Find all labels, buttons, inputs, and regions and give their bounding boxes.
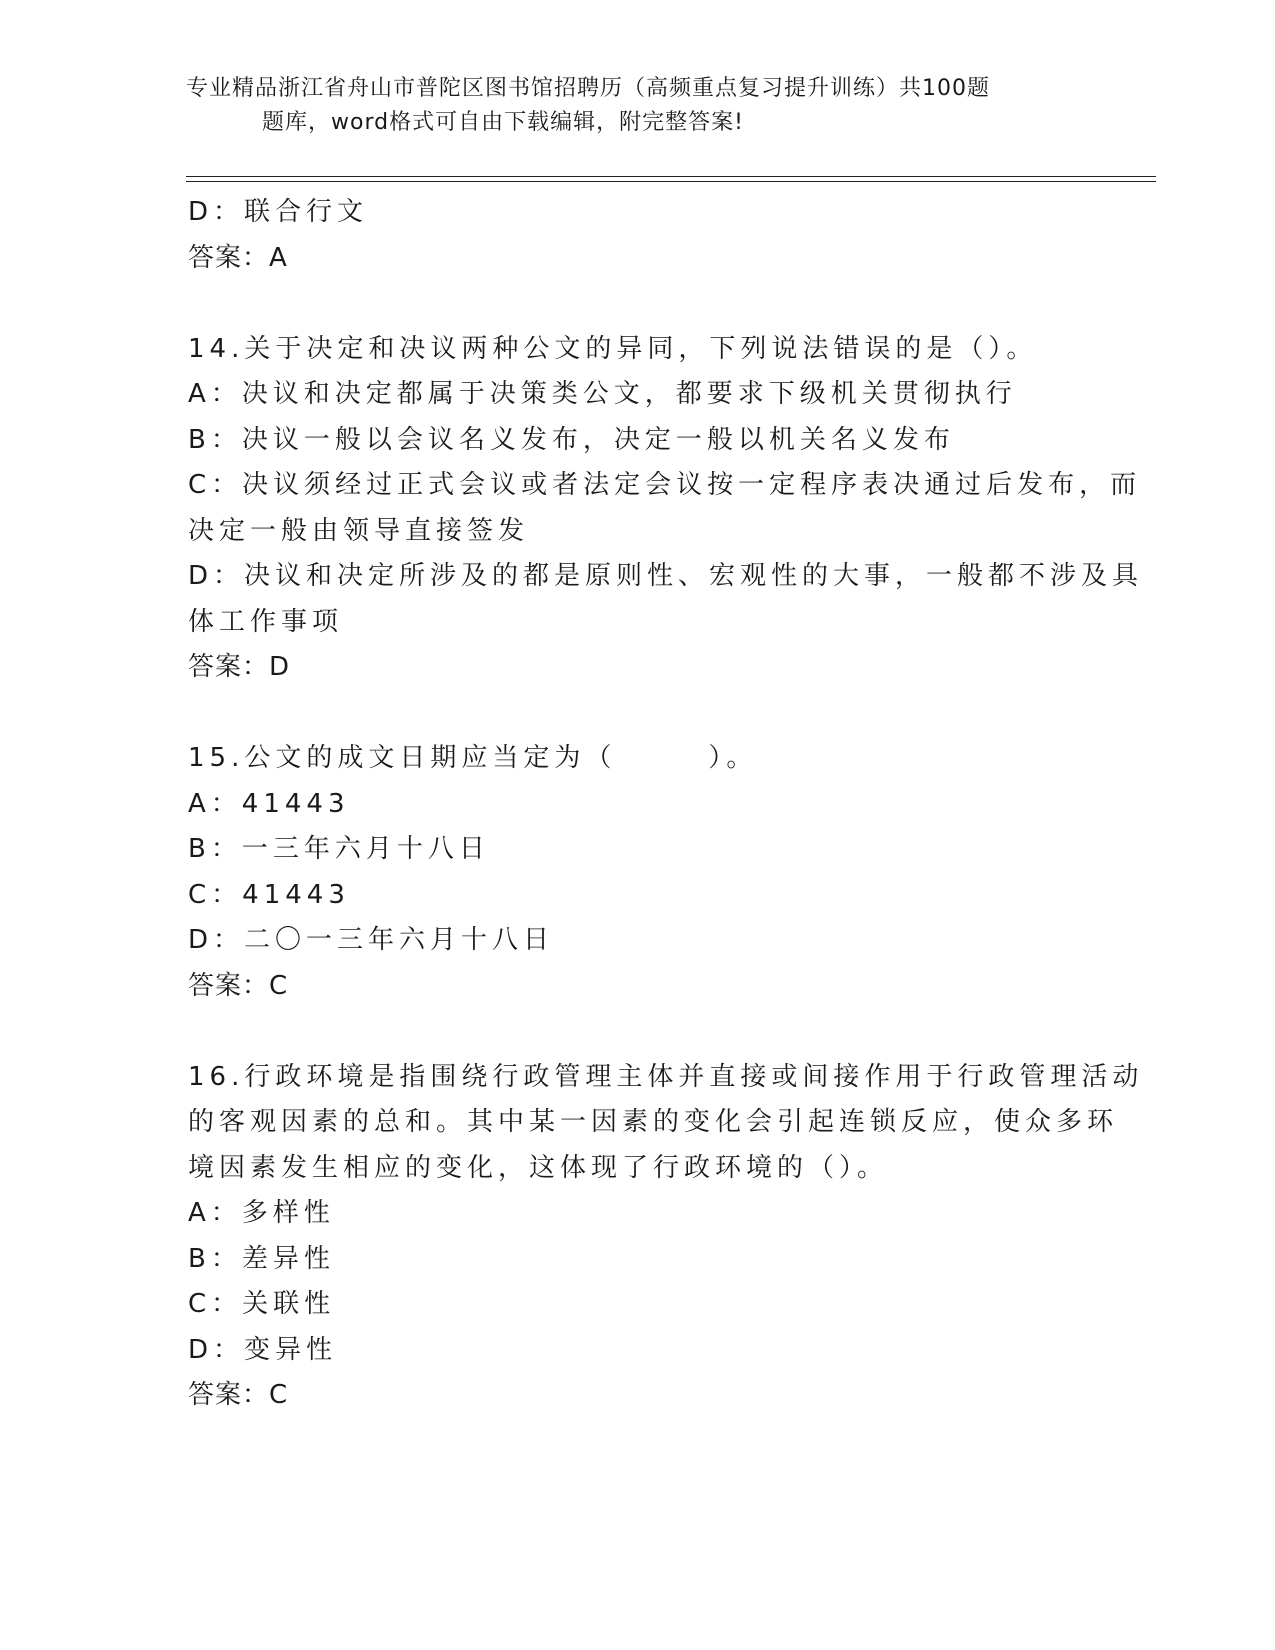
- q14-stem: 14.关于决定和决议两种公文的异同，下列说法错误的是（）。: [188, 333, 1038, 364]
- header-title-line1: 专业精品浙江省舟山市普陀区图书馆招聘历（高频重点复习提升训练）共100题: [186, 76, 990, 101]
- header-title-line2: 题库，word格式可自由下载编辑，附完整答案!: [262, 110, 744, 135]
- q15-option-a: A：41443: [188, 788, 350, 819]
- prev-answer: 答案：A: [188, 242, 288, 273]
- document-header: [186, 72, 1066, 140]
- q14-option-d-line2: 体工作事项: [188, 606, 344, 637]
- q16-stem-line3: 境因素发生相应的变化，这体现了行政环境的（）。: [188, 1152, 889, 1183]
- q15-answer: 答案：C: [188, 970, 289, 1001]
- q14-answer: 答案：D: [188, 652, 291, 682]
- q16-option-a: A：多样性: [188, 1198, 335, 1228]
- q16-stem-line1: 16.行政环境是指围绕行政管理主体并直接或间接作用于行政管理活动: [188, 1061, 1144, 1092]
- q15-stem-before: 15.公文的成文日期应当定为（: [188, 743, 617, 773]
- q16-option-b: B：差异性: [188, 1243, 335, 1274]
- q15-stem-after: ）。: [708, 743, 758, 773]
- q14-option-d-line1: D：决议和决定所涉及的都是原则性、宏观性的大事，一般都不涉及具: [188, 561, 1144, 591]
- q14-option-c-line2: 决定一般由领导直接签发: [188, 515, 530, 546]
- question-list: [188, 190, 1144, 1419]
- q16-stem-line2: 的客观因素的总和。其中某一因素的变化会引起连锁反应，使众多环: [188, 1107, 1119, 1137]
- header-rule-top: [186, 176, 1156, 177]
- q15-option-b: B：一三年六月十八日: [188, 834, 490, 864]
- header-rule-bottom: [186, 181, 1156, 182]
- q14-option-c-line1: C：决议须经过正式会议或者法定会议按一定程序表决通过后发布，而: [188, 470, 1142, 500]
- q16-option-d: D：变异性: [188, 1334, 338, 1365]
- q16-answer: 答案：C: [188, 1380, 289, 1410]
- q14-option-b: B：决议一般以会议名义发布，决定一般以机关名义发布: [188, 424, 955, 455]
- spacer: [188, 691, 1088, 737]
- spacer: [188, 281, 1088, 327]
- q16-option-c: C：关联性: [188, 1289, 336, 1319]
- prev-option-d: D：联合行文: [188, 197, 369, 227]
- q15-stem: [188, 736, 1088, 782]
- q15-option-d: D：二〇一三年六月十八日: [188, 925, 555, 955]
- q15-option-c: C：41443: [188, 879, 350, 910]
- spacer: [188, 1009, 1088, 1055]
- q14-option-a: A：决议和决定都属于决策类公文，都要求下级机关贯彻执行: [188, 379, 1017, 409]
